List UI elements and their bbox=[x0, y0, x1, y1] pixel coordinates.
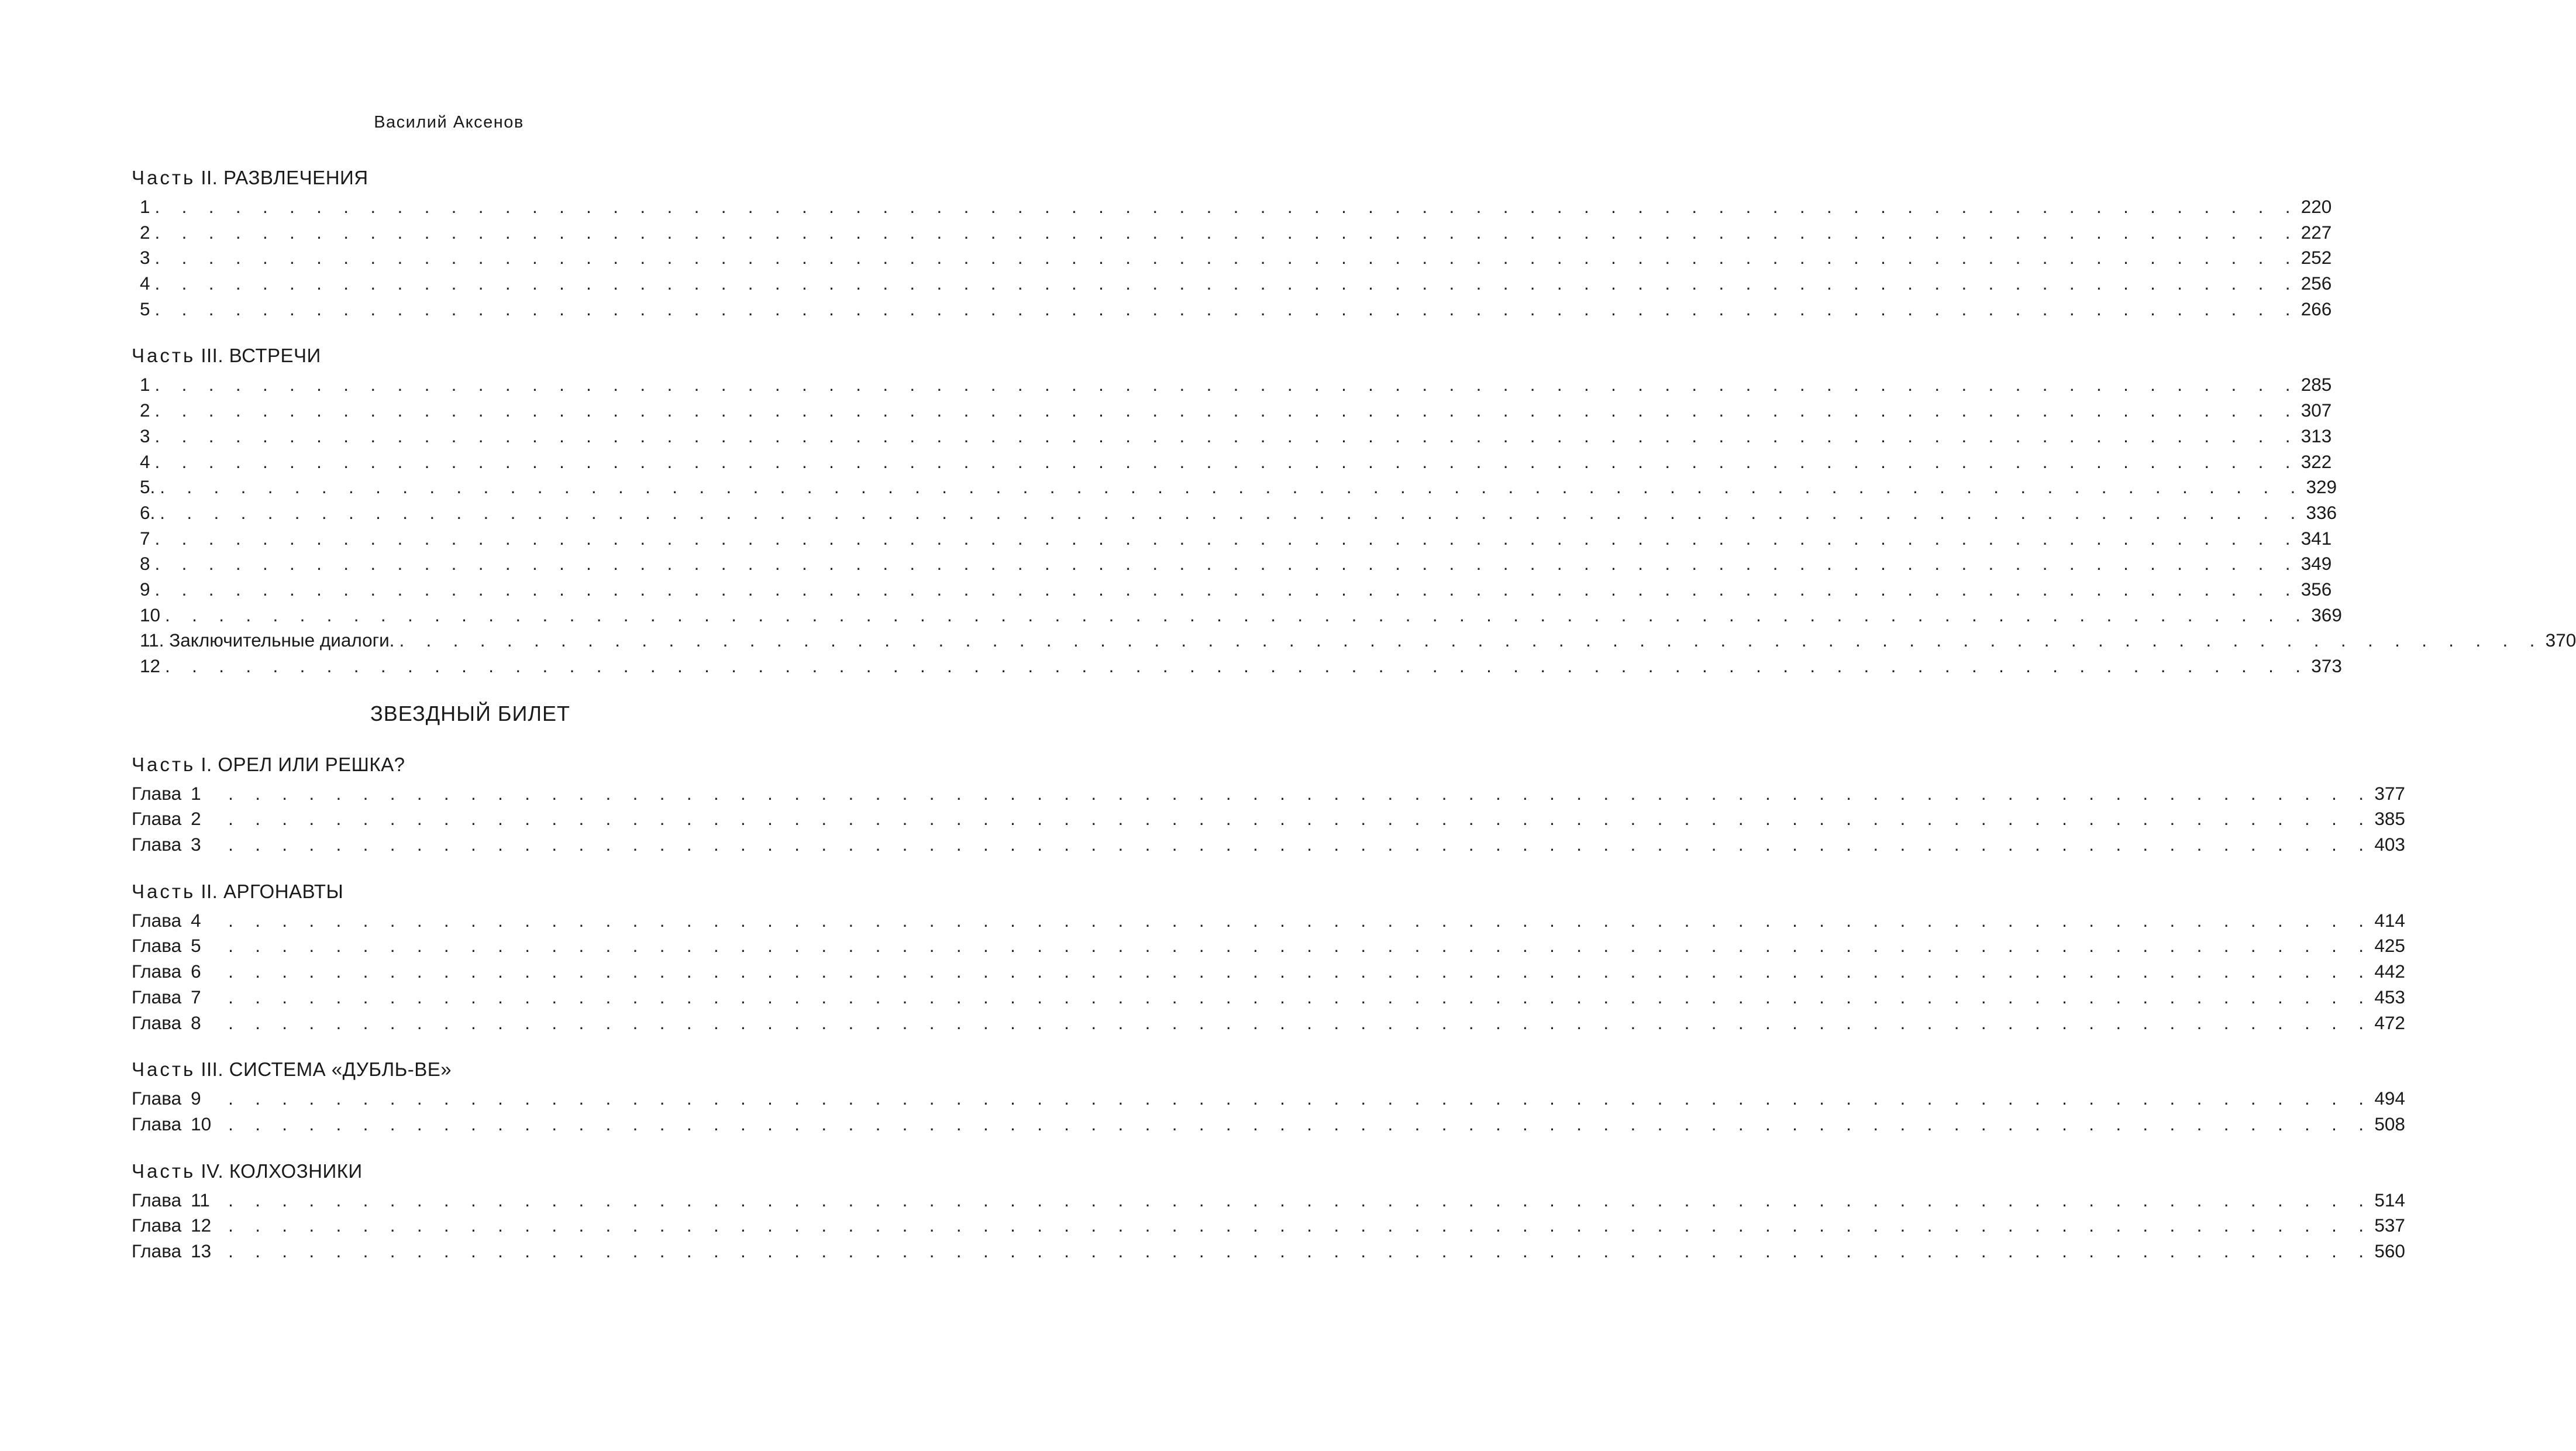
book1-contents bbox=[132, 165, 2576, 679]
entry-name: 3 bbox=[140, 247, 150, 269]
part-label: Часть bbox=[132, 1058, 196, 1081]
running-head: Василий Аксенов bbox=[374, 113, 524, 132]
chapter-word: Глава bbox=[132, 909, 182, 931]
dot-leader: . . . . . . . . . . . . . . . . . . . . . . . . . . . . . . . . . . . . . . . . . . . . . . . . . . . . . . . . . . . . . . . . . . . . . . . . . . . . . . . . bbox=[154, 400, 2299, 421]
toc-entry bbox=[132, 577, 2332, 603]
dot-leader: . . . . . . . . . . . . . . . . . . . . . . . . . . . . . . . . . . . . . . . . . . . . . . . . . . . . . . . . . . . . . . . . . . . . . . . . . . . . . . . . bbox=[154, 374, 2299, 396]
chapter-number: 1 bbox=[191, 782, 201, 804]
toc-entry bbox=[132, 933, 2405, 959]
toc-part bbox=[132, 1158, 2405, 1264]
toc-entry-list bbox=[132, 781, 2405, 858]
toc-entry bbox=[132, 526, 2332, 552]
entry-name: 9 bbox=[140, 578, 150, 600]
toc-entry bbox=[132, 194, 2332, 220]
entry-name bbox=[132, 1213, 223, 1239]
part-title: I. ОРЕЛ ИЛИ РЕШКА? bbox=[201, 753, 405, 775]
page-number: 285 bbox=[2301, 374, 2332, 396]
chapter-word: Глава bbox=[132, 834, 182, 855]
toc-entry bbox=[132, 832, 2405, 858]
page-number: 385 bbox=[2374, 808, 2405, 830]
toc-entry bbox=[132, 603, 2342, 628]
entry-name: 1 bbox=[140, 196, 150, 217]
page-number: 356 bbox=[2301, 578, 2332, 600]
page-number: 341 bbox=[2301, 527, 2332, 549]
toc-entry bbox=[132, 551, 2332, 577]
dot-leader: . . . . . . . . . . . . . . . . . . . . . . . . . . . . . . . . . . . . . . . . . . . . . . . . . . . . . . . . . . . . . . . . . . . . . . . . . . . . . . . . bbox=[228, 834, 2372, 855]
entry-name: 10 bbox=[140, 604, 161, 625]
page-number: 403 bbox=[2374, 834, 2405, 855]
entry-name: 2 bbox=[140, 221, 150, 243]
chapter-number: 2 bbox=[191, 808, 201, 830]
chapter-word: Глава bbox=[132, 961, 182, 982]
toc-part bbox=[132, 1057, 2405, 1137]
dot-leader: . . . . . . . . . . . . . . . . . . . . . . . . . . . . . . . . . . . . . . . . . . . . . . . . . . . . . . . . . . . . . . . . . . . . . . . . . . . . . . . . bbox=[154, 553, 2299, 575]
toc-entry bbox=[132, 449, 2332, 475]
page-number: 322 bbox=[2301, 451, 2332, 472]
toc-part bbox=[132, 165, 2332, 322]
dot-leader: . . . . . . . . . . . . . . . . . . . . . . . . . . . . . . . . . . . . . . . . . . . . . . . . . . . . . . . . . . . . . . . . . . . . . . . . . . . . . . . . bbox=[228, 1189, 2372, 1211]
toc-entry bbox=[132, 654, 2342, 679]
entry-name bbox=[132, 933, 223, 959]
entry-name bbox=[132, 1010, 223, 1036]
toc-part bbox=[132, 752, 2405, 858]
toc-entry bbox=[132, 500, 2337, 526]
part-label: Часть bbox=[132, 345, 196, 367]
dot-leader: . . . . . . . . . . . . . . . . . . . . . . . . . . . . . . . . . . . . . . . . . . . . . . . . . . . . . . . . . . . . . . . . . . . . . . . . . . . . . . . . bbox=[228, 808, 2372, 830]
part-heading bbox=[132, 1057, 809, 1082]
dot-leader: . . . . . . . . . . . . . . . . . . . . . . . . . . . . . . . . . . . . . . . . . . . . . . . . . . . . . . . . . . . . . . . . . . . . . . . . . . . . . . . . bbox=[228, 935, 2372, 957]
chapter-number: 13 bbox=[191, 1240, 212, 1261]
entry-name: 3 bbox=[140, 425, 150, 446]
page-number: 537 bbox=[2374, 1215, 2405, 1236]
part-label: Часть bbox=[132, 753, 196, 775]
entry-name: 11. Заключительные диалоги. bbox=[140, 630, 395, 651]
page-number: 425 bbox=[2374, 935, 2405, 957]
chapter-word: Глава bbox=[132, 1189, 182, 1211]
chapter-number: 6 bbox=[191, 961, 201, 982]
page-number: 370 bbox=[2545, 630, 2576, 651]
page-number: 560 bbox=[2374, 1240, 2405, 1261]
part-label: Часть bbox=[132, 167, 196, 188]
chapter-number: 12 bbox=[191, 1215, 212, 1236]
page-number: 369 bbox=[2311, 604, 2342, 625]
dot-leader: . . . . . . . . . . . . . . . . . . . . . . . . . . . . . . . . . . . . . . . . . . . . . . . . . . . . . . . . . . . . . . . . . . . . . . . . . . . . . . . . bbox=[154, 451, 2299, 472]
chapter-number: 7 bbox=[191, 986, 201, 1008]
dot-leader: . . . . . . . . . . . . . . . . . . . . . . . . . . . . . . . . . . . . . . . . . . . . . . . . . . . . . . . . . . . . . . . . . . . . . . . . . . . . . . . . bbox=[228, 1113, 2372, 1134]
part-heading bbox=[132, 1158, 809, 1184]
page-number: 377 bbox=[2374, 782, 2405, 804]
dot-leader: . . . . . . . . . . . . . . . . . . . . . . . . . . . . . . . . . . . . . . . . . . . . . . . . . . . . . . . . . . . . . . . . . . . . . . . . . . . . . . . . bbox=[160, 476, 2304, 498]
entry-name bbox=[132, 1188, 223, 1213]
page-number: 256 bbox=[2301, 273, 2332, 294]
table-of-contents bbox=[132, 165, 2576, 1285]
chapter-word: Глава bbox=[132, 1113, 182, 1134]
entry-name bbox=[132, 985, 223, 1010]
toc-entry bbox=[132, 475, 2337, 500]
dot-leader: . . . . . . . . . . . . . . . . . . . . . . . . . . . . . . . . . . . . . . . . . . . . . . . . . . . . . . . . . . . . . . . . . . . . . . . . . . . . . . . . bbox=[228, 1240, 2372, 1261]
toc-entry-list bbox=[132, 908, 2405, 1036]
entry-name bbox=[132, 781, 223, 807]
toc-part bbox=[132, 879, 2405, 1036]
toc-entry bbox=[132, 985, 2405, 1010]
page-number: 373 bbox=[2311, 655, 2342, 676]
toc-entry bbox=[132, 372, 2332, 398]
part-title: II. РАЗВЛЕЧЕНИЯ bbox=[201, 167, 369, 188]
toc-entry bbox=[132, 220, 2332, 246]
chapter-word: Глава bbox=[132, 1240, 182, 1261]
dot-leader: . . . . . . . . . . . . . . . . . . . . . . . . . . . . . . . . . . . . . . . . . . . . . . . . . . . . . . . . . . . . . . . . . . . . . . . . . . . . . . . . bbox=[228, 1012, 2372, 1033]
dot-leader: . . . . . . . . . . . . . . . . . . . . . . . . . . . . . . . . . . . . . . . . . . . . . . . . . . . . . . . . . . . . . . . . . . . . . . . . . . . . . . . . bbox=[399, 630, 2543, 651]
page-number: 336 bbox=[2306, 501, 2337, 523]
toc-entry bbox=[132, 628, 2576, 654]
toc-entry bbox=[132, 1112, 2405, 1137]
chapter-word: Глава bbox=[132, 986, 182, 1008]
page-number: 220 bbox=[2301, 196, 2332, 217]
dot-leader: . . . . . . . . . . . . . . . . . . . . . . . . . . . . . . . . . . . . . . . . . . . . . . . . . . . . . . . . . . . . . . . . . . . . . . . . . . . . . . . . bbox=[228, 1215, 2372, 1236]
part-heading bbox=[132, 752, 809, 778]
dot-leader: . . . . . . . . . . . . . . . . . . . . . . . . . . . . . . . . . . . . . . . . . . . . . . . . . . . . . . . . . . . . . . . . . . . . . . . . . . . . . . . . bbox=[154, 273, 2299, 294]
part-heading bbox=[132, 343, 809, 369]
toc-entry bbox=[132, 1010, 2405, 1036]
page-number: 266 bbox=[2301, 298, 2332, 319]
toc-entry bbox=[132, 1213, 2405, 1239]
toc-entry bbox=[132, 245, 2332, 271]
toc-entry-list bbox=[132, 194, 2332, 322]
part-title: II. АРГОНАВТЫ bbox=[201, 880, 344, 902]
entry-name: 6. bbox=[140, 501, 156, 523]
page-number: 442 bbox=[2374, 961, 2405, 982]
chapter-number: 3 bbox=[191, 834, 201, 855]
chapter-word: Глава bbox=[132, 808, 182, 830]
part-title: III. ВСТРЕЧИ bbox=[201, 345, 321, 367]
entry-name bbox=[132, 1239, 223, 1264]
toc-entry bbox=[132, 424, 2332, 449]
chapter-number: 5 bbox=[191, 935, 201, 957]
toc-entry bbox=[132, 271, 2332, 297]
dot-leader: . . . . . . . . . . . . . . . . . . . . . . . . . . . . . . . . . . . . . . . . . . . . . . . . . . . . . . . . . . . . . . . . . . . . . . . . . . . . . . . . bbox=[154, 221, 2299, 243]
chapter-word: Глава bbox=[132, 1215, 182, 1236]
dot-leader: . . . . . . . . . . . . . . . . . . . . . . . . . . . . . . . . . . . . . . . . . . . . . . . . . . . . . . . . . . . . . . . . . . . . . . . . . . . . . . . . bbox=[154, 196, 2299, 217]
toc-entry bbox=[132, 908, 2405, 934]
part-title: III. СИСТЕМА «ДУБЛЬ-ВЕ» bbox=[201, 1058, 452, 1081]
dot-leader: . . . . . . . . . . . . . . . . . . . . . . . . . . . . . . . . . . . . . . . . . . . . . . . . . . . . . . . . . . . . . . . . . . . . . . . . . . . . . . . . bbox=[154, 247, 2299, 269]
entry-name: 8 bbox=[140, 553, 150, 575]
entry-name: 5 bbox=[140, 298, 150, 319]
page-number: 329 bbox=[2306, 476, 2337, 498]
chapter-word: Глава bbox=[132, 1012, 182, 1033]
chapter-word: Глава bbox=[132, 935, 182, 957]
dot-leader: . . . . . . . . . . . . . . . . . . . . . . . . . . . . . . . . . . . . . . . . . . . . . . . . . . . . . . . . . . . . . . . . . . . . . . . . . . . . . . . . bbox=[228, 961, 2372, 982]
toc-entry bbox=[132, 1239, 2405, 1264]
chapter-number: 11 bbox=[191, 1189, 210, 1211]
dot-leader: . . . . . . . . . . . . . . . . . . . . . . . . . . . . . . . . . . . . . . . . . . . . . . . . . . . . . . . . . . . . . . . . . . . . . . . . . . . . . . . . bbox=[154, 298, 2299, 319]
entry-name bbox=[132, 806, 223, 832]
page-number: 414 bbox=[2374, 909, 2405, 931]
entry-name: 7 bbox=[140, 527, 150, 549]
part-title: IV. КОЛХОЗНИКИ bbox=[201, 1160, 363, 1182]
dot-leader: . . . . . . . . . . . . . . . . . . . . . . . . . . . . . . . . . . . . . . . . . . . . . . . . . . . . . . . . . . . . . . . . . . . . . . . . . . . . . . . . bbox=[165, 604, 2309, 625]
page-number: 313 bbox=[2301, 425, 2332, 446]
dot-leader: . . . . . . . . . . . . . . . . . . . . . . . . . . . . . . . . . . . . . . . . . . . . . . . . . . . . . . . . . . . . . . . . . . . . . . . . . . . . . . . . bbox=[165, 655, 2309, 676]
toc-entry-list bbox=[132, 1188, 2405, 1264]
dot-leader: . . . . . . . . . . . . . . . . . . . . . . . . . . . . . . . . . . . . . . . . . . . . . . . . . . . . . . . . . . . . . . . . . . . . . . . . . . . . . . . . bbox=[160, 501, 2304, 523]
toc-entry-list bbox=[132, 1086, 2405, 1137]
entry-name: 1 bbox=[140, 374, 150, 396]
page-number: 453 bbox=[2374, 986, 2405, 1008]
chapter-word: Глава bbox=[132, 782, 182, 804]
page-number: 349 bbox=[2301, 553, 2332, 575]
chapter-number: 9 bbox=[191, 1088, 201, 1109]
entry-name: 4 bbox=[140, 451, 150, 472]
page-number: 252 bbox=[2301, 247, 2332, 269]
dot-leader: . . . . . . . . . . . . . . . . . . . . . . . . . . . . . . . . . . . . . . . . . . . . . . . . . . . . . . . . . . . . . . . . . . . . . . . . . . . . . . . . bbox=[228, 1088, 2372, 1109]
page-number: 472 bbox=[2374, 1012, 2405, 1033]
entry-name bbox=[132, 1112, 223, 1137]
part-heading bbox=[132, 165, 809, 191]
toc-entry bbox=[132, 1086, 2405, 1112]
dot-leader: . . . . . . . . . . . . . . . . . . . . . . . . . . . . . . . . . . . . . . . . . . . . . . . . . . . . . . . . . . . . . . . . . . . . . . . . . . . . . . . . bbox=[228, 782, 2372, 804]
part-label: Часть bbox=[132, 1160, 196, 1182]
page-number: 494 bbox=[2374, 1088, 2405, 1109]
toc-entry bbox=[132, 398, 2332, 424]
entry-name bbox=[132, 959, 223, 985]
chapter-number: 10 bbox=[191, 1113, 212, 1134]
entry-name: 4 bbox=[140, 273, 150, 294]
dot-leader: . . . . . . . . . . . . . . . . . . . . . . . . . . . . . . . . . . . . . . . . . . . . . . . . . . . . . . . . . . . . . . . . . . . . . . . . . . . . . . . . bbox=[154, 425, 2299, 446]
part-heading bbox=[132, 879, 809, 905]
dot-leader: . . . . . . . . . . . . . . . . . . . . . . . . . . . . . . . . . . . . . . . . . . . . . . . . . . . . . . . . . . . . . . . . . . . . . . . . . . . . . . . . bbox=[154, 578, 2299, 600]
entry-name bbox=[132, 1086, 223, 1112]
toc-entry bbox=[132, 297, 2332, 322]
page-number: 508 bbox=[2374, 1113, 2405, 1134]
part-label: Часть bbox=[132, 880, 196, 902]
toc-entry bbox=[132, 806, 2405, 832]
toc-entry-list bbox=[132, 372, 2576, 679]
entry-name bbox=[132, 832, 223, 858]
page-number: 227 bbox=[2301, 221, 2332, 243]
dot-leader: . . . . . . . . . . . . . . . . . . . . . . . . . . . . . . . . . . . . . . . . . . . . . . . . . . . . . . . . . . . . . . . . . . . . . . . . . . . . . . . . bbox=[228, 986, 2372, 1008]
page-number: 514 bbox=[2374, 1189, 2405, 1211]
book-title: ЗВЕЗДНЫЙ БИЛЕТ bbox=[370, 701, 570, 726]
chapter-number: 8 bbox=[191, 1012, 201, 1033]
chapter-word: Глава bbox=[132, 1088, 182, 1109]
toc-entry bbox=[132, 959, 2405, 985]
entry-name: 12 bbox=[140, 655, 161, 676]
entry-name bbox=[132, 908, 223, 934]
dot-leader: . . . . . . . . . . . . . . . . . . . . . . . . . . . . . . . . . . . . . . . . . . . . . . . . . . . . . . . . . . . . . . . . . . . . . . . . . . . . . . . . bbox=[228, 909, 2372, 931]
toc-entry bbox=[132, 781, 2405, 807]
chapter-number: 4 bbox=[191, 909, 201, 931]
page-number: 307 bbox=[2301, 400, 2332, 421]
entry-name: 5. bbox=[140, 476, 156, 498]
toc-part bbox=[132, 343, 2576, 679]
entry-name: 2 bbox=[140, 400, 150, 421]
book2-contents bbox=[132, 752, 2405, 1264]
dot-leader: . . . . . . . . . . . . . . . . . . . . . . . . . . . . . . . . . . . . . . . . . . . . . . . . . . . . . . . . . . . . . . . . . . . . . . . . . . . . . . . . bbox=[154, 527, 2299, 549]
toc-entry bbox=[132, 1188, 2405, 1213]
